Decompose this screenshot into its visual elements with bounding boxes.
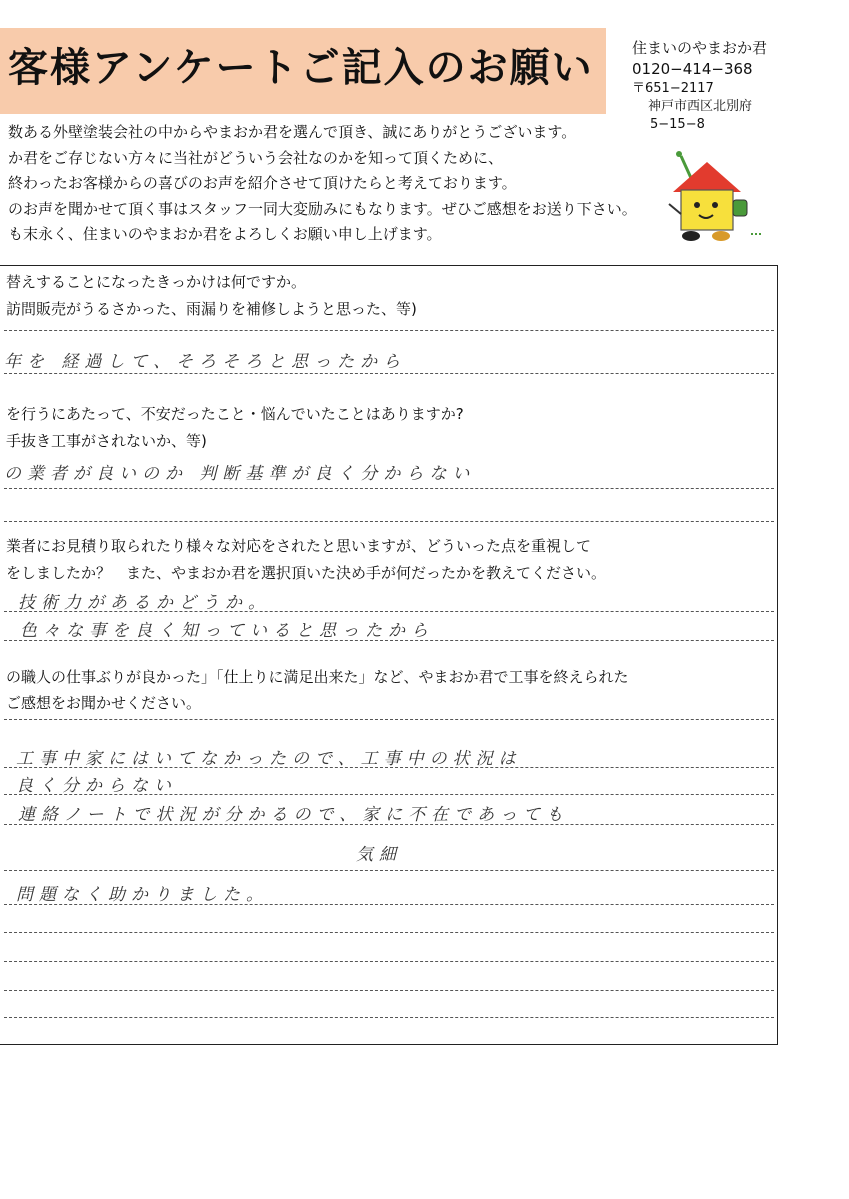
answer-rule [4, 330, 774, 331]
answer-rule [4, 521, 774, 522]
answer-rule [4, 1017, 774, 1018]
answer-2-line-1: の業者が良いのか 判断基準が良く分からない [4, 464, 476, 484]
question-2-line-1: を行うにあたって、不安だったこと・悩んでいたことはありますか? [6, 405, 464, 423]
question-2-line-2: 手抜き工事がされないか、等) [6, 432, 207, 450]
question-4-line-2: ご感想をお聞かせください。 [6, 694, 202, 712]
answer-rule [4, 767, 774, 768]
answer-4-line-2: 良く分からない [16, 776, 177, 796]
answer-4-line-1: 工事中家にはいてなかったので、工事中の状況は [16, 749, 522, 769]
company-address-number: 5−15−8 [650, 117, 705, 132]
intro-line: 終わったお客様からの喜びのお声を紹介させて頂けたらと考えております。 [8, 174, 517, 192]
answer-3-line-1: 技術力があるかどうか。 [18, 593, 271, 613]
intro-line: 数ある外壁塗装会社の中からやまおか君を選んで頂き、誠にありがとうございます。 [8, 123, 577, 141]
answer-1-line-1: 年を 経過して、そろそろと思ったから [4, 352, 407, 372]
answer-rule [4, 904, 774, 905]
answer-3-line-2: 色々な事を良く知っていると思ったから [20, 621, 434, 641]
answer-rule [4, 373, 774, 374]
company-info [632, 38, 767, 134]
page-title: 客様アンケートご記入のお願い [8, 45, 594, 91]
answer-4-line-3: 連絡ノートで状況が分かるので、家に不在であっても [18, 805, 569, 825]
house-mascot-icon [655, 148, 765, 248]
answer-rule [4, 611, 774, 612]
company-address: 神戸市西区北別府 [648, 99, 753, 114]
answer-rule [4, 719, 774, 720]
intro-line: も末永く、住まいのやまおか君をよろしくお願い申し上げます。 [8, 225, 442, 243]
question-1-line-2: 訪問販売がうるさかった、雨漏りを補修しようと思った、等) [6, 300, 417, 318]
question-3-line-1: 業者にお見積り取られたり様々な対応をされたと思いますが、どういった点を重視して [6, 537, 592, 555]
company-name: 住まいのやまおか君 [632, 39, 768, 57]
answer-rule [4, 870, 774, 871]
answer-rule [4, 640, 774, 641]
answer-rule [4, 794, 774, 795]
answer-rule [4, 961, 774, 962]
question-4-line-1: の職人の仕事ぶりが良かった」「仕上りに満足出来た」など、やまおか君で工事を終えられた [6, 668, 629, 686]
answer-rule [4, 488, 774, 489]
answer-4-line-5: 問題なく助かりました。 [16, 885, 269, 905]
intro-line: か君をご存じない方々に当社がどういう会社なのかを知って頂くために、 [8, 148, 504, 167]
answer-rule [4, 824, 774, 825]
company-phone: 0120−414−368 [632, 60, 753, 78]
question-1-line-1: 替えすることになったきっかけは何ですか。 [6, 273, 307, 291]
intro-line: のお声を聞かせて頂く事はスタッフ一同大変励みにもなります。ぜひご感想をお送り下さい。 [8, 199, 637, 218]
question-3-line-2: をしましたか？ また、やまおか君を選択頂いた決め手が何だったかを教えてください。 [6, 564, 607, 582]
answer-4-line-4: 気細 [356, 845, 402, 865]
intro-text [8, 120, 637, 248]
company-postal: 〒651−2117 [632, 81, 714, 96]
answer-rule [4, 932, 774, 933]
answer-rule [4, 990, 774, 991]
survey-box [0, 265, 778, 1045]
